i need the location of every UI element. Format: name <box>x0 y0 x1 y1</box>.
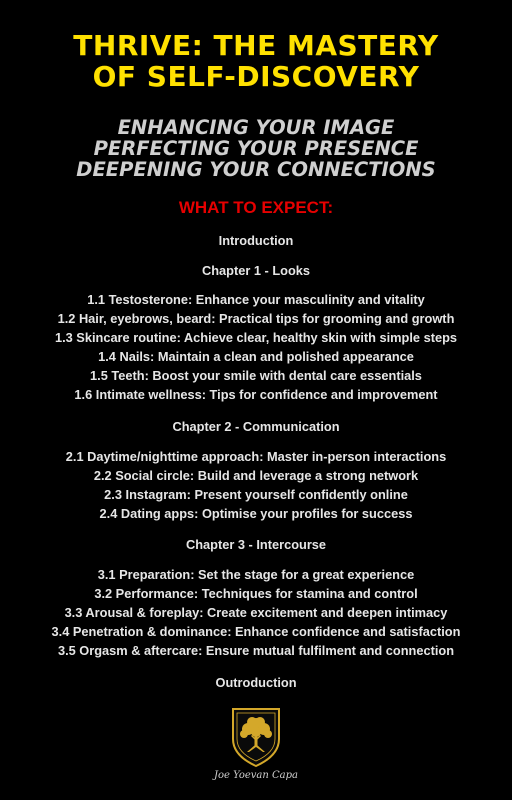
list-item: 1.6 Intimate wellness: Tips for confidence and improvement <box>74 387 438 402</box>
list-item: 2.2 Social circle: Build and leverage a strong network <box>93 468 419 483</box>
tree-shield-icon <box>229 705 283 769</box>
list-item: 1.2 Hair, eyebrows, beard: Practical tips for grooming and growth <box>57 311 455 326</box>
list-item: 1.3 Skincare routine: Achieve clear, healthy skin with simple steps <box>54 330 458 345</box>
toc-introduction: Introduction <box>218 233 294 248</box>
subtitle-line-3: DEEPENING YOUR CONNECTIONS <box>76 158 436 181</box>
list-item: 3.2 Performance: Techniques for stamina and control <box>94 586 418 601</box>
document-title <box>0 30 512 92</box>
list-item: 1.5 Teeth: Boost your smile with dental care essentials <box>90 368 422 383</box>
toc-chapter-2-block <box>0 417 512 436</box>
subtitle-line-1: ENHANCING YOUR IMAGE <box>117 116 395 139</box>
list-item: 3.3 Arousal & foreplay: Create excitement and deepen intimacy <box>64 605 448 620</box>
subtitle-line-2: PERFECTING YOUR PRESENCE <box>93 137 419 160</box>
chapter-1-heading: Chapter 1 - Looks <box>201 263 311 278</box>
expect-heading: WHAT TO EXPECT: <box>178 198 334 217</box>
toc-outroduction-block <box>0 673 512 692</box>
chapter-3-heading: Chapter 3 - Intercourse <box>185 537 327 552</box>
toc-chapter-1-block <box>0 261 512 280</box>
list-item: 3.1 Preparation: Set the stage for a great experience <box>97 567 415 582</box>
title-line-2: OF SELF-DISCOVERY <box>92 60 420 93</box>
list-item: 2.3 Instagram: Present yourself confidently online <box>104 487 408 502</box>
chapter-2-list <box>0 447 512 523</box>
list-item: 2.1 Daytime/nighttime approach: Master in-person interactions <box>65 449 447 464</box>
title-line-1: THRIVE: THE MASTERY <box>73 29 439 62</box>
document-subtitle <box>0 117 512 180</box>
toc-introduction-block <box>0 231 512 250</box>
list-item: 1.1 Testosterone: Enhance your masculinity and vitality <box>87 292 425 307</box>
toc-chapter-3-block <box>0 535 512 554</box>
list-item: 2.4 Dating apps: Optimise your profiles for success <box>99 506 413 521</box>
chapter-1-list <box>0 290 512 404</box>
list-item: 3.5 Orgasm & aftercare: Ensure mutual fulfilment and connection <box>57 643 455 658</box>
toc-outroduction: Outroduction <box>215 675 297 690</box>
list-item: 1.4 Nails: Maintain a clean and polished appearance <box>98 349 414 364</box>
list-item: 3.4 Penetration & dominance: Enhance confidence and satisfaction <box>51 624 461 639</box>
signature: Joe Yoevan Capa <box>213 770 298 781</box>
chapter-2-heading: Chapter 2 - Communication <box>172 419 340 434</box>
chapter-3-list <box>0 565 512 660</box>
